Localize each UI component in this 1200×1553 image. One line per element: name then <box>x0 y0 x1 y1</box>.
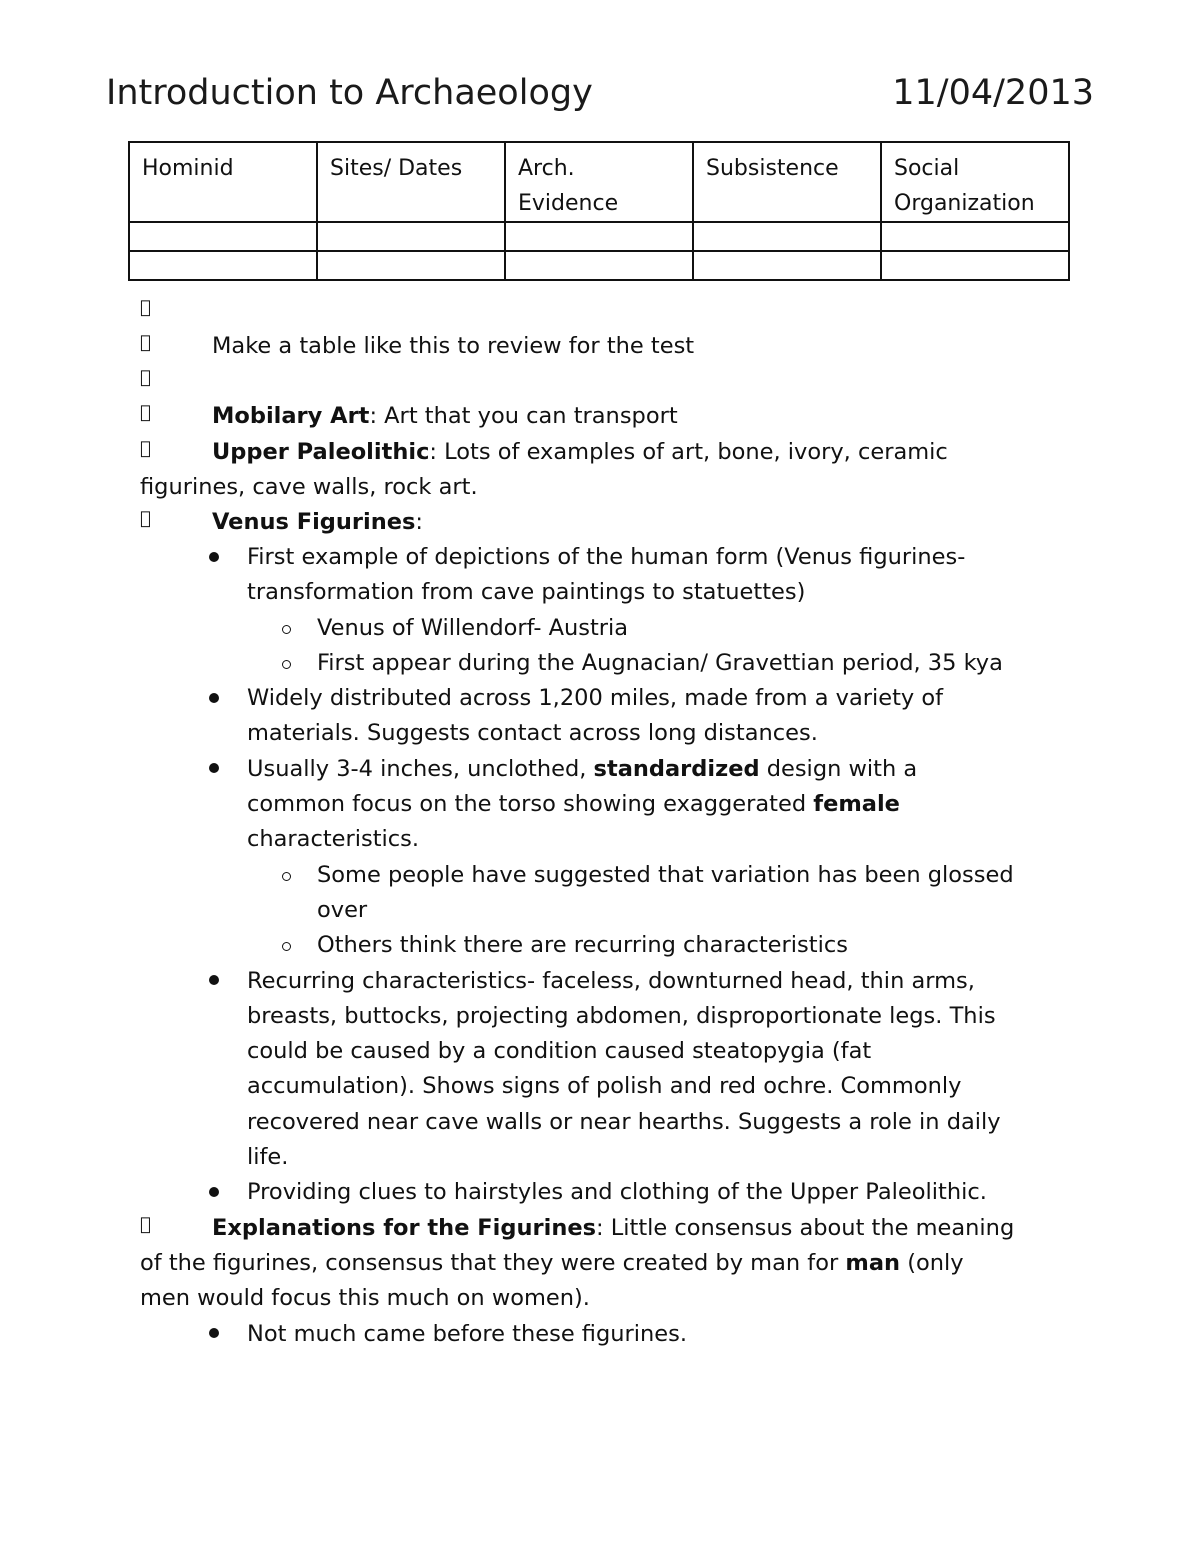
circle-bullet-icon <box>282 942 291 951</box>
note-upper-paleolithic <box>212 435 948 470</box>
list-item: transformation from cave paintings to statuettes) <box>247 579 806 605</box>
list-item: Providing clues to hairstyles and clothing of the Upper Paleolithic. <box>247 1179 987 1205</box>
col-subsistence: Subsistence <box>693 142 881 222</box>
table-header-row <box>129 142 1069 222</box>
term-explanations: Explanations for the Figurines <box>212 1215 596 1241</box>
table-row <box>129 251 1069 280</box>
table-cell <box>881 222 1069 251</box>
definition-text: : Little consensus about the meaning <box>595 1215 1015 1241</box>
list-item: First appear during the Augnacian/ Gravettian period, 35 kya <box>317 650 1003 676</box>
note-mobilary-art <box>212 399 678 434</box>
note-make-table: Make a table like this to review for the test <box>212 333 695 359</box>
list-marker-glyph <box>140 290 151 325</box>
list-item: recovered near cave walls or near hearths. Suggests a role in daily <box>247 1109 1001 1135</box>
note-explanations <box>212 1211 1014 1246</box>
table-cell <box>505 222 693 251</box>
text-run: design with a <box>759 756 918 782</box>
list-item: materials. Suggests contact across long distances. <box>247 720 818 746</box>
note-explanations-cont <box>140 1246 964 1281</box>
term-female: female <box>813 791 900 817</box>
definition-text: : <box>415 509 423 535</box>
list-item: characteristics. <box>247 826 420 852</box>
bullet-icon <box>209 552 219 562</box>
definition-text: : Lots of examples of art, bone, ivory, ceramic <box>429 439 948 465</box>
list-marker-glyph <box>140 431 151 466</box>
circle-bullet-icon <box>282 660 291 669</box>
list-item: could be caused by a condition caused steatopygia (fat <box>247 1038 872 1064</box>
list-marker-glyph <box>140 395 151 430</box>
bullet-icon <box>209 1328 219 1338</box>
text-run: of the figurines, consensus that they were created by man for <box>140 1250 846 1276</box>
list-item: First example of depictions of the human form (Venus figurines- <box>247 544 966 570</box>
bullet-icon <box>209 763 219 773</box>
col-social-organization: Social Organization <box>881 142 1069 222</box>
list-marker-glyph <box>140 501 151 536</box>
list-marker-glyph <box>140 1207 151 1242</box>
definition-text: : Art that you can transport <box>369 403 678 429</box>
table-cell <box>505 251 693 280</box>
list-item: over <box>317 897 368 923</box>
page-title: Introduction to Archaeology <box>106 73 593 113</box>
term-standardized: standardized <box>593 756 760 782</box>
col-sites-dates: Sites/ Dates <box>317 142 505 222</box>
table-cell <box>129 222 317 251</box>
table-cell <box>129 251 317 280</box>
term-man: man <box>845 1250 901 1276</box>
bullet-icon <box>209 975 219 985</box>
bullet-icon <box>209 1187 219 1197</box>
list-item: Venus of Willendorf- Austria <box>317 615 629 641</box>
list-item: life. <box>247 1144 289 1170</box>
page-header <box>106 70 1094 116</box>
review-table <box>128 141 1070 281</box>
page-date: 11/04/2013 <box>892 73 1094 113</box>
list-item: Not much came before these figurines. <box>247 1321 688 1347</box>
note-upper-paleolithic-cont: figurines, cave walls, rock art. <box>140 474 478 500</box>
list-marker-glyph <box>140 360 151 395</box>
text-run: common focus on the torso showing exaggerated <box>247 791 814 817</box>
term-venus-figurines: Venus Figurines <box>212 509 416 535</box>
list-item <box>247 752 917 787</box>
note-explanations-cont: men would focus this much on women). <box>140 1285 590 1311</box>
circle-bullet-icon <box>282 872 291 881</box>
list-item: Recurring characteristics- faceless, downturned head, thin arms, <box>247 968 975 994</box>
table-cell <box>881 251 1069 280</box>
list-item <box>247 787 900 822</box>
table-cell <box>317 222 505 251</box>
col-arch-evidence: Arch. Evidence <box>505 142 693 222</box>
table-cell <box>693 222 881 251</box>
term-mobilary-art: Mobilary Art <box>212 403 370 429</box>
col-hominid: Hominid <box>129 142 317 222</box>
list-marker-glyph <box>140 325 151 360</box>
text-run: (only <box>900 1250 964 1276</box>
list-item: accumulation). Shows signs of polish and red ochre. Commonly <box>247 1073 962 1099</box>
bullet-icon <box>209 693 219 703</box>
term-upper-paleolithic: Upper Paleolithic <box>212 439 430 465</box>
text-run: Usually 3-4 inches, unclothed, <box>247 756 594 782</box>
table-row <box>129 222 1069 251</box>
note-venus-figurines <box>212 505 423 540</box>
list-item: Widely distributed across 1,200 miles, made from a variety of <box>247 685 944 711</box>
list-item: Others think there are recurring characteristics <box>317 932 848 958</box>
table-cell <box>317 251 505 280</box>
list-item: breasts, buttocks, projecting abdomen, disproportionate legs. This <box>247 1003 996 1029</box>
list-item: Some people have suggested that variation has been glossed <box>317 862 1014 888</box>
table-cell <box>693 251 881 280</box>
circle-bullet-icon <box>282 625 291 634</box>
